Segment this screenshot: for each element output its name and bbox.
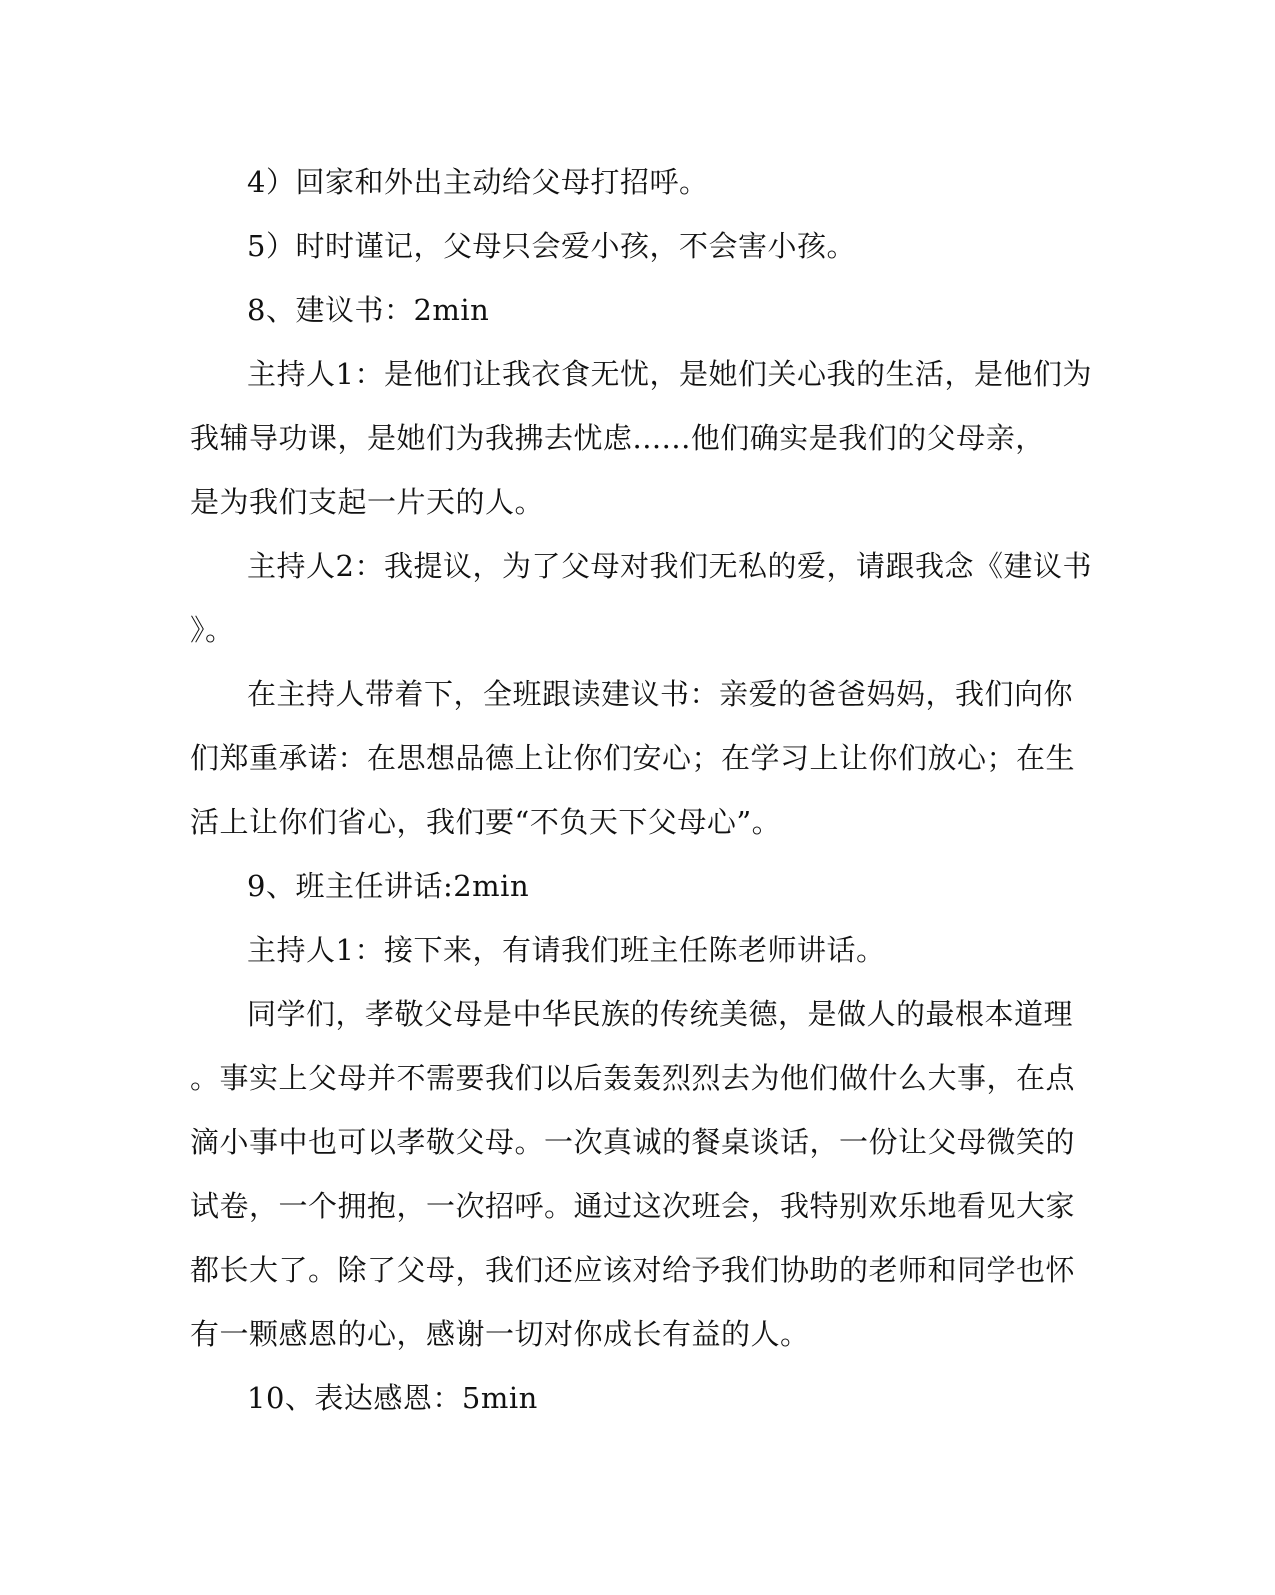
paragraph-line: 我辅导功课，是她们为我拂去忧虑......他们确实是我们的父母亲， — [190, 421, 1045, 455]
section-heading-teacher-speech: 9、班主任讲话:2min — [247, 869, 530, 903]
paragraph-line: 都长大了。除了父母，我们还应该对给予我们协助的老师和同学也怀 — [190, 1253, 1076, 1287]
paragraph-line: 》。 — [190, 613, 235, 647]
paragraph-line: 滴小事中也可以孝敬父母。一次真诚的餐桌谈话，一份让父母微笑的 — [190, 1125, 1076, 1159]
paragraph-line: 有一颗感恩的心，感谢一切对你成长有益的人。 — [190, 1317, 810, 1351]
paragraph-line: 同学们，孝敬父母是中华民族的传统美德，是做人的最根本道理 — [247, 997, 1074, 1031]
paragraph-line: 。事实上父母并不需要我们以后轰轰烈烈去为他们做什么大事，在点 — [190, 1061, 1076, 1095]
paragraph-line: 是为我们支起一片天的人。 — [190, 485, 545, 519]
section-heading-proposal: 8、建议书：2min — [247, 293, 490, 327]
paragraph-line: 主持人2：我提议，为了父母对我们无私的爱，请跟我念《建议书 — [247, 549, 1092, 583]
paragraph-line: 在主持人带着下，全班跟读建议书：亲爱的爸爸妈妈，我们向你 — [247, 677, 1074, 711]
list-item-remember: 5）时时谨记，父母只会爱小孩，不会害小孩。 — [247, 229, 856, 263]
section-heading-gratitude: 10、表达感恩：5min — [247, 1381, 538, 1415]
paragraph-line: 试卷，一个拥抱，一次招呼。通过这次班会，我特别欢乐地看见大家 — [190, 1189, 1076, 1223]
paragraph-line: 主持人1：是他们让我衣食无忧，是她们关心我的生活，是他们为 — [247, 357, 1092, 391]
paragraph-line: 活上让你们省心，我们要“不负天下父母心”。 — [190, 805, 782, 839]
paragraph-line: 主持人1：接下来，有请我们班主任陈老师讲话。 — [247, 933, 886, 967]
paragraph-line: 们郑重承诺：在思想品德上让你们安心；在学习上让你们放心；在生 — [190, 741, 1076, 775]
list-item-greet-parents: 4）回家和外出主动给父母打招呼。 — [247, 165, 709, 199]
